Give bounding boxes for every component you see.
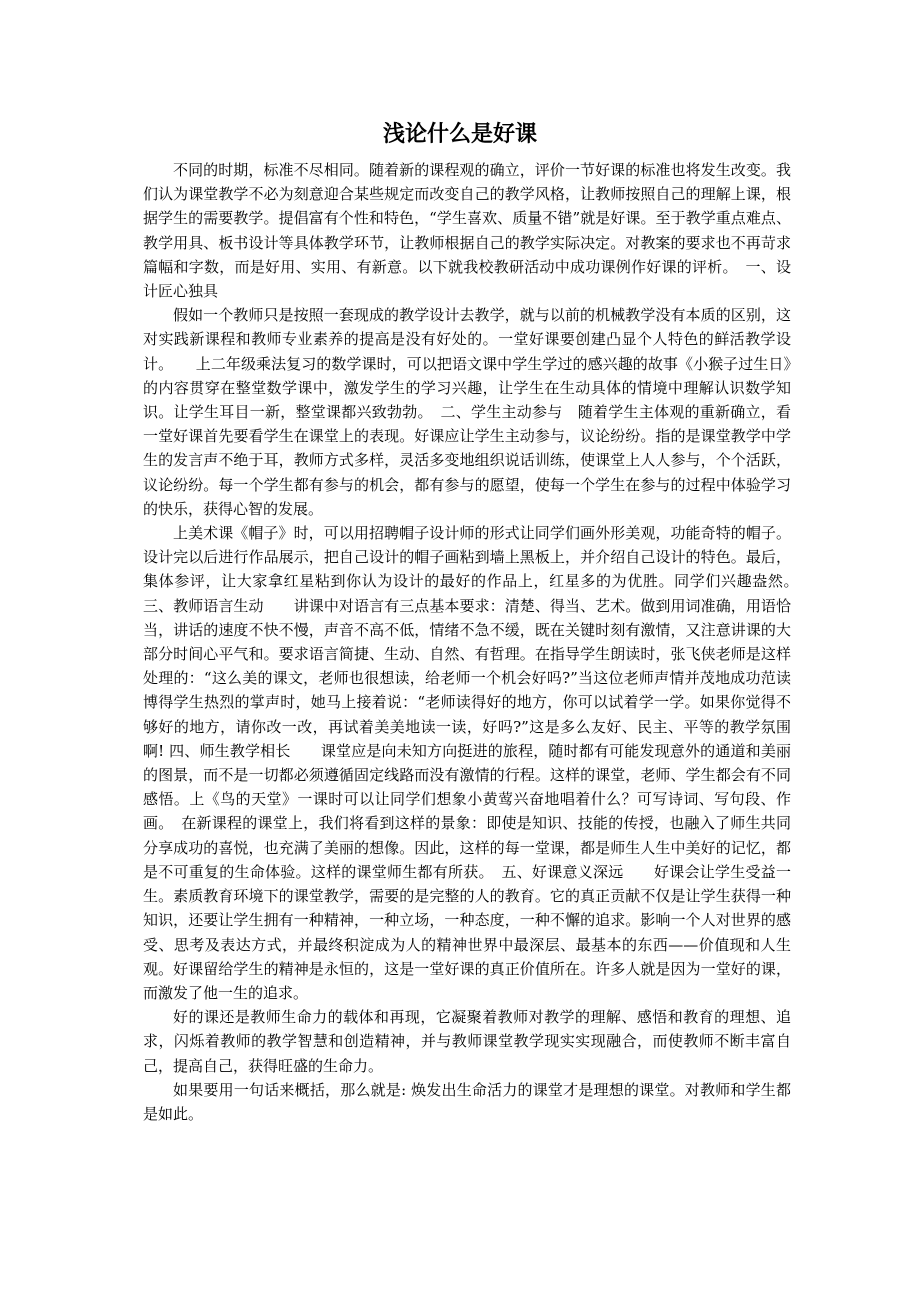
paragraph: 好的课还是教师生命力的载体和再现，它凝聚着教师对教学的理解、感悟和教育的理想、追求，闪烁着教师的教学智慧和创造精神，并与教师课堂教学现实实现融合，而使教师不断丰富自己，提高自己，获得旺盛的生命力。 xyxy=(143,1008,791,1075)
page-title: 浅论什么是好课 xyxy=(382,122,537,147)
paragraph: 如果要用一句话来概括，那么就是: 焕发出生命活力的课堂才是理想的课堂。对教师和学生都是如此。 xyxy=(143,1080,791,1123)
document-body xyxy=(143,158,807,1126)
paragraph: 不同的时期，标准不尽相同。随着新的课程观的确立，评价一节好课的标准也将发生改变。我们认为课堂教学不必为刻意迎合某些规定而改变自己的教学风格，让教师按照自己的理解上课，根据学生的需要教学。提倡富有个性和特色，“学生喜欢、质量不错”就是好课。至于教学重点难点、教学用具、板书设计等具体教学环节，让教师根据自己的教学实际决定。对教案的要求也不再苛求篇幅和字数，而是好用、实用、有新意。以下就我校教研活动中成功课例作好课的评析。 一、设计匠心独具 xyxy=(143,161,791,301)
paragraph: 假如一个教师只是按照一套现成的教学设计去教学，就与以前的机械教学没有本质的区别，这对实践新课程和教师专业素养的提高是没有好处的。一堂好课要创建凸显个人特色的鲜活教学设计。 上二年级乘法复习的数学课时，可以把语文课中学生学过的感兴趣的故事《小猴子过生日》的内容贯穿在整堂数学课中，激发学生的学习兴趣，让学生在生动具体的情境中理解认识数学知识。让学生耳目一新，整堂课都兴致勃勃。 二、学生主动参与 随着学生主体观的重新确立，看一堂好课首先要看学生在课堂上的表现。好课应让学生主动参与，议论纷纷。指的是课堂教学中学生的发言声不绝于耳，教师方式多样，灵活多变地组织说话训练，使课堂上人人参与，个个活跃，议论纷纷。每一个学生都有参与的机会，都有参与的愿望，使每一个学生在参与的过程中体验学习的快乐，获得心智的发展。 xyxy=(143,306,791,518)
paragraph: 上美术课《帽子》时，可以用招聘帽子设计师的形式让同学们画外形美观，功能奇特的帽子。设计完以后进行作品展示，把自己设计的帽子画粘到墙上黑板上，并介绍自己设计的特色。最后，集体参评，让大家拿红星粘到你认为设计的最好的作品上，红星多的为优胜。同学们兴趣盎然。 三、教师语言生动 讲课中对语言有三点基本要求：清楚、得当、艺术。做到用词准确，用语恰当，讲话的速度不快不慢，声音不高不低，情绪不急不缓，既在关键时刻有激情，又注意讲课的大部分时间心平气和。要求语言简捷、生动、自然、有哲理。在指导学生朗读时，张飞侠老师是这样处理的：“这么美的课文，老师也很想读，给老师一个机会好吗?”当这位老师声情并茂地成功范读博得学生热烈的掌声时，她马上接着说：“老师读得好的地方，你可以试着学一学。如果你觉得不够好的地方，请你改一改，再试着美美地读一读，好吗?”这是多么友好、民主、平等的教学氛围啊! 四、师生教学相长 课堂应是向未知方向挺进的旅程，随时都有可能发现意外的通道和美丽的图景，而不是一切都必须遵循固定线路而没有激情的行程。这样的课堂，老师、学生都会有不同感悟。上《鸟的天堂》一课时可以让同学们想象小黄莺兴奋地唱着什么？可写诗词、写句段、作画。 在新课程的课堂上，我们将看到这样的景象：即使是知识、技能的传授，也融入了师生共同分享成功的喜悦，也充满了美丽的想像。因此，这样的每一堂课，都是师生人生中美好的记忆，都是不可重复的生命体验。这样的课堂师生都有所获。 五、好课意义深远 好课会让学生受益一生。素质教育环境下的课堂教学，需要的是完整的人的教育。它的真正贡献不仅是让学生获得一种知识，还要让学生拥有一种精神，一种立场，一种态度，一种不懈的追求。影响一个人对世界的感受、思考及表达方式，并最终积淀成为人的精神世界中最深层、最基本的东西——价值现和人生观。好课留给学生的精神是永恒的，这是一堂好课的真正价值所在。许多人就是因为一堂好的课，而激发了他一生的追求。 xyxy=(143,524,807,1002)
